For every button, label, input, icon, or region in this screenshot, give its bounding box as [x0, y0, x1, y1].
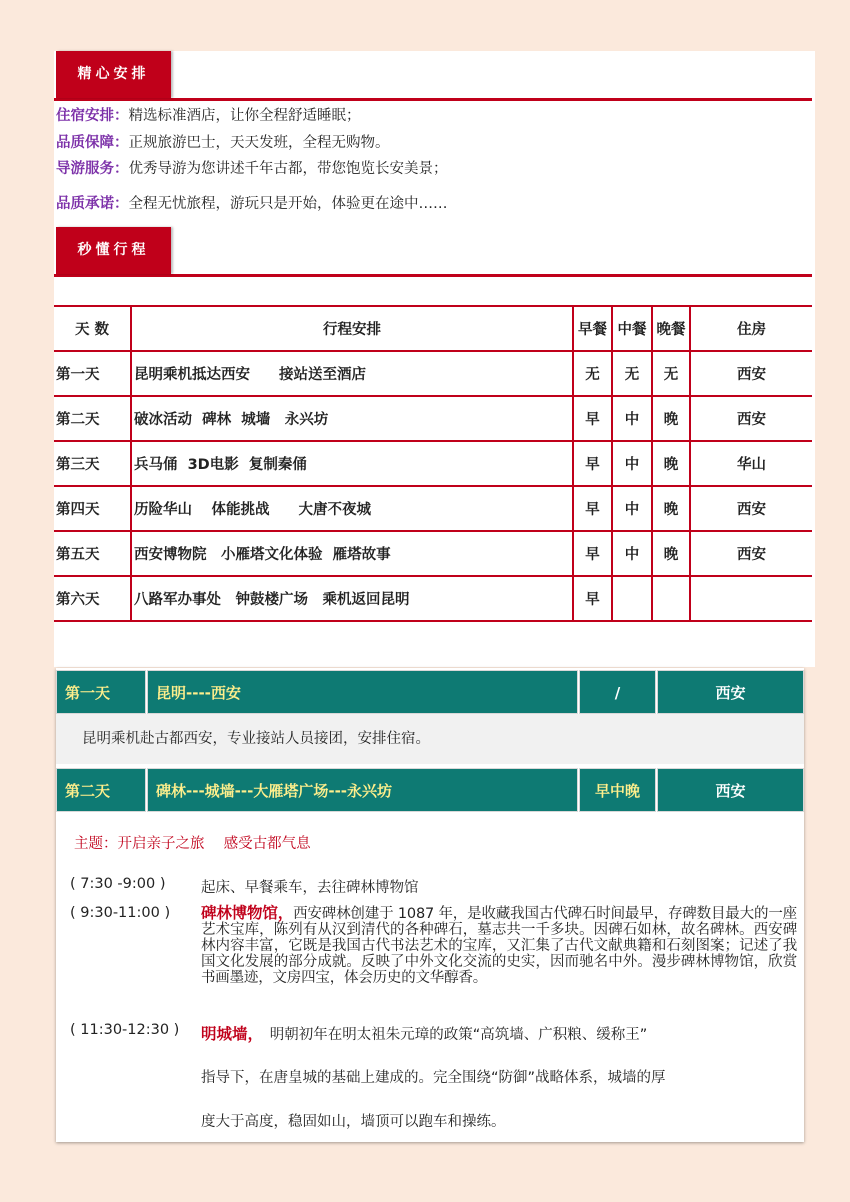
day1-label: 第一天: [56, 670, 146, 714]
day2-meals: 早中晚: [579, 768, 656, 812]
cell-lodging: 西安: [690, 396, 812, 441]
time-slot-1-text: 起床、早餐乘车，去往碑林博物馆: [201, 880, 419, 896]
cell-lodging: 西安: [690, 531, 812, 576]
header-lunch: 中餐: [612, 306, 652, 351]
cell-dinner: 晚: [652, 441, 690, 486]
intro-item-quality: [56, 132, 390, 154]
cell-day: 第四天: [54, 486, 131, 531]
cell-breakfast: 早: [573, 396, 612, 441]
cell-dinner: [652, 576, 690, 621]
cell-lodging: [690, 576, 812, 621]
day1-header-row: [56, 670, 804, 714]
city-wall-line1: 明朝初年在明太祖朱元璋的政策“高筑墙、广积粮、缓称王”: [269, 1027, 648, 1043]
forest-of-steles-desc: 西安碑林创建于 1087 年，是收藏我国古代碑石时间最早，存碑数目最大的一座艺术宝库，陈列有从汉到清代的各种碑石，墓志共一千多块。因碑石如林，故名碑林。西安碑林内容丰富，它既是我国古代书法艺术的宝库，又汇集了古代文献典籍和石刻图案；记述了我国文化发展的部分成就。反映了中外文化交流的史实，因而驰名中外。漫步碑林博物馆，欣赏书画墨迹，文房四宝，体会历史的文华醇香。: [201, 906, 797, 986]
intro-key: 品质保障：: [56, 135, 129, 151]
time-slot-3-line2: 指导下，在唐皇城的基础上建成的。完全围绕“防御”战略体系，城墙的厚: [201, 1070, 666, 1086]
cell-day: 第六天: [54, 576, 131, 621]
header-dinner: 晚餐: [652, 306, 690, 351]
cell-day: 第二天: [54, 396, 131, 441]
schedule-table: [54, 305, 812, 622]
day1-route: 昆明----西安: [147, 670, 578, 714]
intro-text: 优秀导游为您讲述千年古都，带您饱览长安美景；: [128, 161, 448, 177]
time-slot-3: ( 11:30-12:30 ): [70, 1022, 180, 1038]
schedule-header-row: [54, 306, 812, 351]
cell-plan: 兵马俑 3D电影 复制秦俑: [131, 441, 573, 486]
intro-text: 正规旅游巴士，天天发班，全程无购物。: [128, 135, 390, 151]
cell-plan: 西安博物院 小雁塔文化体验 雁塔故事: [131, 531, 573, 576]
cell-breakfast: 早: [573, 486, 612, 531]
header-breakfast: 早餐: [573, 306, 612, 351]
time-slot-2: ( 9:30-11:00 ): [70, 905, 171, 921]
section-title-arrangement: 精心安排: [56, 51, 171, 98]
cell-dinner: 晚: [652, 486, 690, 531]
day1-description: 昆明乘机赴古都西安，专业接站人员接团，安排住宿。: [56, 714, 804, 764]
table-row: [54, 531, 812, 576]
intro-key: 住宿安排：: [56, 108, 129, 124]
cell-dinner: 晚: [652, 396, 690, 441]
table-row: [54, 576, 812, 621]
day2-theme: 主题：开启亲子之旅 感受古都气息: [74, 836, 311, 852]
table-row: [54, 396, 812, 441]
cell-plan: 历险华山 体能挑战 大唐不夜城: [131, 486, 573, 531]
section-title-itinerary: 秒懂行程: [56, 227, 171, 274]
day2-route: 碑林---城墙---大雁塔广场---永兴坊: [147, 768, 578, 812]
overview-panel: [54, 51, 815, 667]
cell-breakfast: 早: [573, 531, 612, 576]
cell-dinner: 晚: [652, 531, 690, 576]
cell-day: 第一天: [54, 351, 131, 396]
day2-label: 第二天: [56, 768, 146, 812]
cell-plan: 破冰活动 碑林 城墙 永兴坊: [131, 396, 573, 441]
section-header-itinerary: [54, 227, 812, 277]
cell-lodging: 西安: [690, 351, 812, 396]
cell-breakfast: 早: [573, 441, 612, 486]
table-row: [54, 441, 812, 486]
cell-lunch: [612, 576, 652, 621]
section-header-arrangement: [54, 51, 812, 101]
table-row: [54, 486, 812, 531]
intro-item-lodging: [56, 105, 361, 127]
highlight-city-wall: 明城墙，: [201, 1025, 256, 1043]
day1-meals: /: [579, 670, 656, 714]
cell-lunch: 无: [612, 351, 652, 396]
header-day: 天 数: [54, 306, 131, 351]
time-slot-3-line3: 度大于高度，稳固如山，墙顶可以跑车和操练。: [201, 1114, 506, 1130]
day2-stay: 西安: [657, 768, 804, 812]
highlight-forest-of-steles: 碑林博物馆，: [201, 904, 294, 922]
cell-lodging: 西安: [690, 486, 812, 531]
day1-stay: 西安: [657, 670, 804, 714]
time-slot-2-text: [201, 905, 797, 986]
intro-item-guide: [56, 158, 448, 180]
cell-dinner: 无: [652, 351, 690, 396]
cell-plan: 八路军办事处 钟鼓楼广场 乘机返回昆明: [131, 576, 573, 621]
intro-text: 精选标准酒店，让你全程舒适睡眠；: [128, 108, 361, 124]
cell-lunch: 中: [612, 396, 652, 441]
cell-lunch: 中: [612, 486, 652, 531]
intro-item-promise: [56, 193, 448, 215]
day2-header-row: [56, 768, 804, 812]
cell-breakfast: 早: [573, 576, 612, 621]
table-row: [54, 351, 812, 396]
cell-day: 第五天: [54, 531, 131, 576]
cell-plan: 昆明乘机抵达西安 接站送至酒店: [131, 351, 573, 396]
header-plan: 行程安排: [131, 306, 573, 351]
day-detail-panel: [56, 668, 804, 1142]
header-lodging: 住房: [690, 306, 812, 351]
time-slot-1: ( 7:30 -9:00 ): [70, 876, 166, 892]
cell-lunch: 中: [612, 531, 652, 576]
cell-lodging: 华山: [690, 441, 812, 486]
cell-day: 第三天: [54, 441, 131, 486]
intro-key: 导游服务：: [56, 161, 129, 177]
intro-key: 品质承诺：: [56, 196, 129, 212]
time-slot-3-line1: [201, 1022, 647, 1044]
cell-lunch: 中: [612, 441, 652, 486]
intro-text: 全程无忧旅程，游玩只是开始，体验更在途中……: [128, 196, 448, 212]
cell-breakfast: 无: [573, 351, 612, 396]
